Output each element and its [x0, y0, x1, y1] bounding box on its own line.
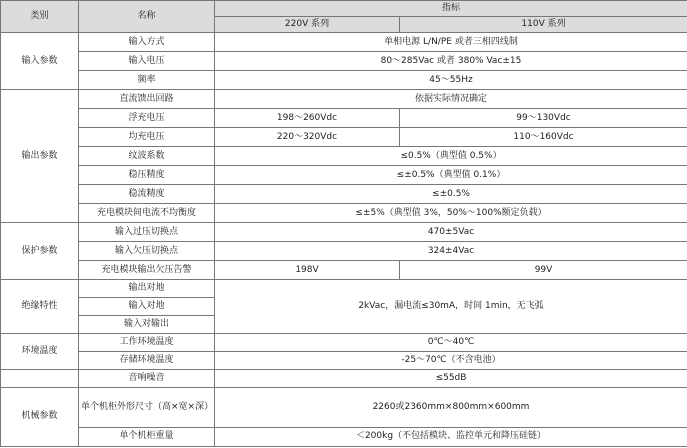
row-value-noise: ≤55dB: [215, 369, 687, 387]
row-value-output-undervoltage-alarm-110: 99V: [400, 261, 687, 280]
row-name-working-temp: 工作环境温度: [79, 333, 215, 351]
header-220v-series: 220V 系列: [215, 17, 400, 33]
row-value-working-temp: 0℃～40℃: [215, 333, 687, 351]
row-value-ripple: ≤0.5%（典型值 0.5%）: [215, 147, 687, 166]
row-value-input-voltage: 80～285Vac 或者 380% Vac±15: [215, 52, 687, 71]
row-name-ripple: 纹波系数: [79, 147, 215, 166]
row-name-current-regulation: 稳流精度: [79, 185, 215, 204]
category-env-temp: 环境温度: [1, 333, 79, 369]
row-value-equalize-voltage-220: 220～320Vdc: [215, 128, 400, 147]
row-value-current-regulation: ≤±0.5%: [215, 185, 687, 204]
row-value-cabinet-weight: ＜200kg（不包括模块、监控单元和降压硅链）: [215, 427, 687, 446]
category-output-params: 输出参数: [1, 90, 79, 223]
row-name-output-undervoltage-alarm: 充电模块输出欠压告警: [79, 261, 215, 280]
row-value-float-voltage-220: 198～260Vdc: [215, 109, 400, 128]
row-value-float-voltage-110: 99～130Vdc: [400, 109, 687, 128]
row-name-equalize-voltage: 均充电压: [79, 128, 215, 147]
header-category: 类别: [1, 1, 79, 33]
row-name-frequency: 频率: [79, 71, 215, 90]
row-value-input-overvoltage: 470±5Vac: [215, 223, 687, 242]
row-value-current-imbalance: ≤±5%（典型值 3%，50%～100%额定负载）: [215, 204, 687, 223]
row-name-cabinet-weight: 单个机柜重量: [79, 427, 215, 446]
row-name-float-voltage: 浮充电压: [79, 109, 215, 128]
row-value-storage-temp: -25～70℃（不含电池）: [215, 351, 687, 369]
row-value-insulation: 2kVac，漏电流≤30mA，时间 1min，无飞弧: [215, 280, 687, 334]
row-value-voltage-regulation: ≤±0.5%（典型值 0.1%）: [215, 166, 687, 185]
row-value-cabinet-size: 2260或2360mm×800mm×600mm: [215, 387, 687, 427]
row-name-input-to-ground: 输入对地: [79, 297, 215, 315]
row-name-current-imbalance: 充电模块间电流不均衡度: [79, 204, 215, 223]
row-name-input-to-output: 输入对输出: [79, 315, 215, 333]
row-value-frequency: 45～55Hz: [215, 71, 687, 90]
header-indicator: 指标: [215, 1, 687, 17]
row-name-cabinet-size: 单个机柜外形尺寸（高×宽×深）: [79, 387, 215, 427]
row-value-input-mode: 单相电源 L/N/PE 或者三相四线制: [215, 33, 687, 52]
row-value-output-undervoltage-alarm-220: 198V: [215, 261, 400, 280]
category-empty: [1, 369, 79, 387]
row-name-storage-temp: 存储环境温度: [79, 351, 215, 369]
category-insulation: 绝缘特性: [1, 280, 79, 334]
row-name-input-overvoltage: 输入过压切换点: [79, 223, 215, 242]
row-name-noise: 音响噪音: [79, 369, 215, 387]
header-110v-series: 110V 系列: [400, 17, 687, 33]
row-value-equalize-voltage-110: 110～160Vdc: [400, 128, 687, 147]
category-mechanical: 机械参数: [1, 387, 79, 446]
category-input-params: 输入参数: [1, 33, 79, 90]
row-value-input-undervoltage: 324±4Vac: [215, 242, 687, 261]
header-name: 名称: [79, 1, 215, 33]
row-value-dc-feed: 依据实际情况确定: [215, 90, 687, 109]
row-name-dc-feed: 直流馈出回路: [79, 90, 215, 109]
category-protection-params: 保护参数: [1, 223, 79, 280]
row-name-input-mode: 输入方式: [79, 33, 215, 52]
row-name-input-voltage: 输入电压: [79, 52, 215, 71]
row-name-input-undervoltage: 输入欠压切换点: [79, 242, 215, 261]
row-name-voltage-regulation: 稳压精度: [79, 166, 215, 185]
row-name-output-to-ground: 输出对地: [79, 280, 215, 298]
